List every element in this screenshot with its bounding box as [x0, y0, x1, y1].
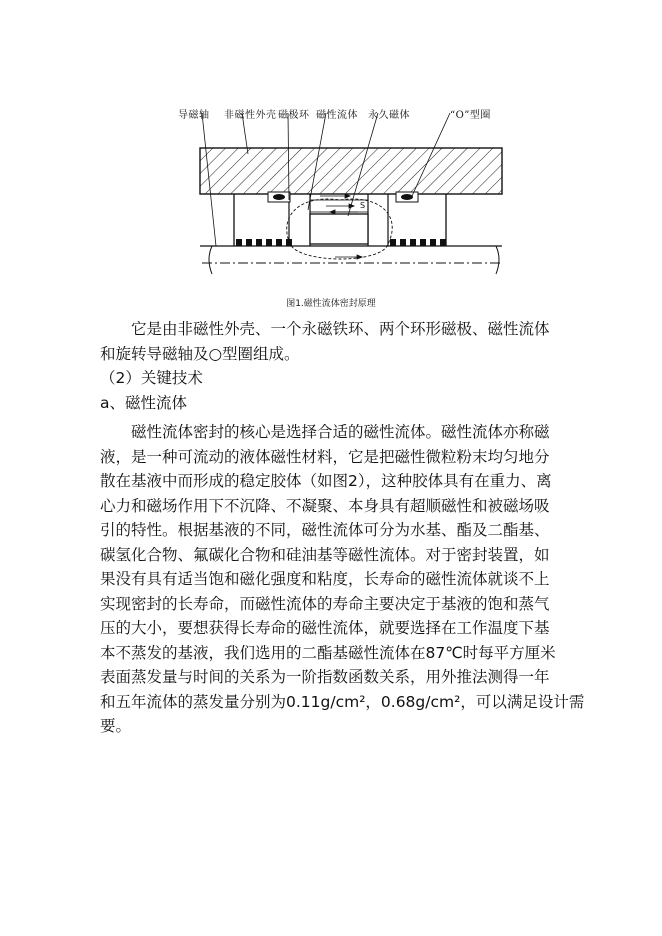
nonmagnetic-housing: [200, 148, 502, 194]
paragraph-line: 实现密封的长寿命，而磁性流体的寿命主要决定于基液的饱和蒸气: [100, 595, 550, 613]
paragraph-line: 要。: [100, 717, 132, 735]
paragraph-line: 心力和磁场作用下不沉降、不凝聚、本身具有超顺磁性和被磁场吸: [100, 497, 550, 515]
paragraph-line: 表面蒸发量与时间的关系为一阶指数函数关系，用外推法测得一年: [100, 668, 550, 686]
svg-text:S: S: [360, 201, 366, 210]
label-magnetic-fluid: 磁性流体: [316, 110, 358, 121]
paragraph-line: 和五年流体的蒸发量分别为0.11g/cm²，0.68g/cm²，可以满足设计需: [100, 693, 585, 711]
intro-line: 和旋转导磁轴及○型圈组成。: [100, 345, 300, 363]
paragraph-line: 压的大小，要想获得长寿命的磁性流体，就要选择在工作温度下基: [100, 619, 550, 637]
intro-line: 它是由非磁性外壳、一个永磁铁环、两个环形磁极、磁性流体: [131, 320, 550, 338]
paragraph-line: 散在基液中而形成的稳定胶体（如图2），这种胶体具有在重力、离: [100, 472, 552, 490]
label-guide-shaft: 导磁轴: [178, 110, 210, 121]
permanent-magnet: [310, 214, 368, 244]
figure-caption: 图1.磁性流体密封原理: [286, 299, 376, 309]
paragraph-line: 本不蒸发的基液，我们选用的二酯基磁性流体在87℃时每平方厘米: [100, 644, 556, 662]
label-permanent-magnet: 永久磁体: [368, 110, 410, 121]
seal-diagram-drawing: [150, 96, 510, 286]
section-heading: （2）关键技术: [100, 369, 203, 387]
paragraph-line: 碳氢化合物、氟碳化合物和硅油基等磁性流体。对于密封装置，如: [100, 546, 550, 564]
paragraph-line: 引的特性。根据基液的不同，磁性流体可分为水基、酯及二酯基、: [100, 521, 550, 539]
subsection-heading: a、磁性流体: [100, 394, 187, 412]
label-nonmagnetic-housing: 非磁性外壳: [224, 110, 277, 121]
paragraph-line: 果没有具有适当饱和磁化强度和粘度，长寿命的磁性流体就谈不上: [100, 570, 550, 588]
seal-diagram: [150, 96, 510, 286]
paragraph-line: 磁性流体密封的核心是选择合适的磁性流体。磁性流体亦称磁: [131, 423, 550, 441]
paragraph-line: 液，是一种可流动的液体磁性材料，它是把磁性微粒粉末均匀地分: [100, 448, 550, 466]
label-o-ring: “O”型圈: [450, 110, 491, 121]
label-pole-ring: 磁极环: [278, 110, 310, 121]
